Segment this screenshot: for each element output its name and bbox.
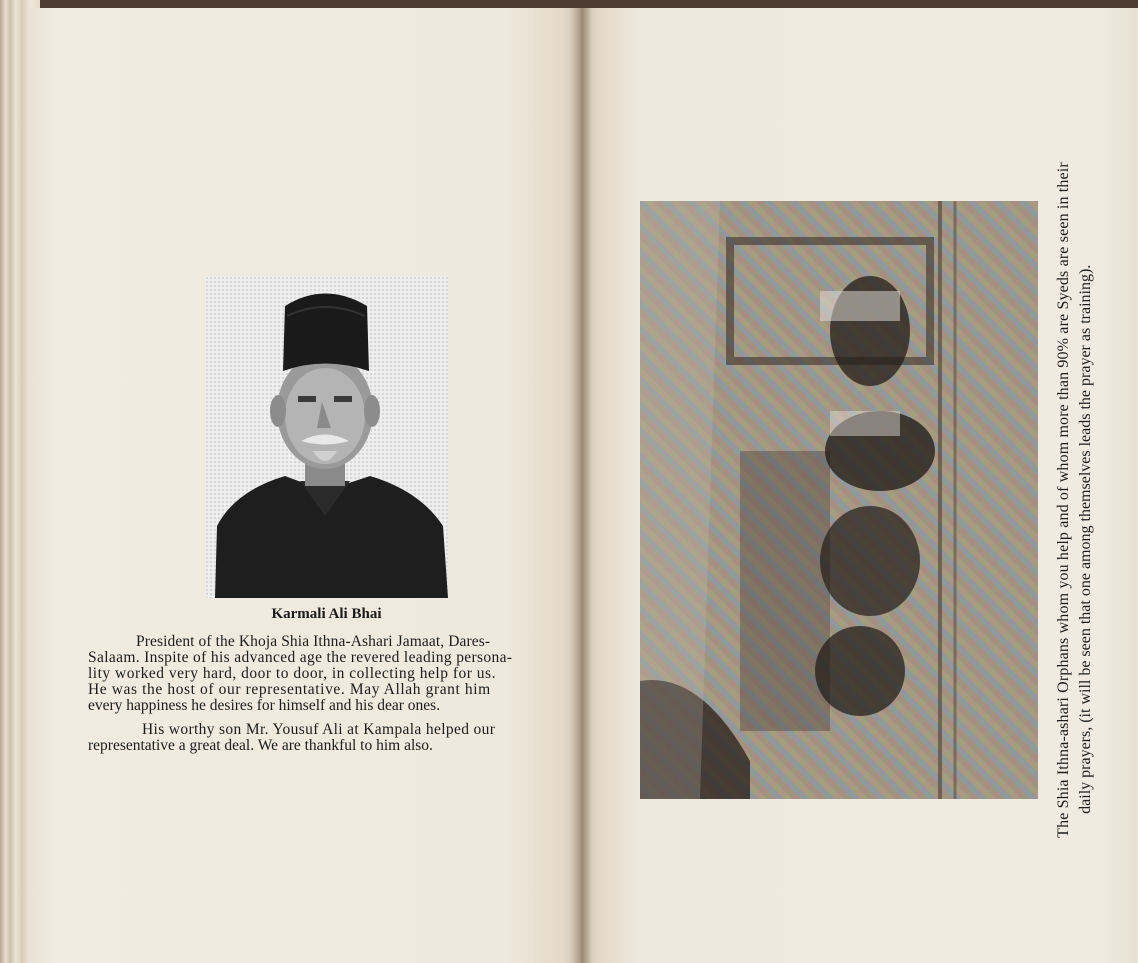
book-gutter xyxy=(570,8,592,963)
bio-paragraph-2 xyxy=(88,722,495,754)
bio-line: representative a great deal. We are thankful to him also. xyxy=(88,737,433,754)
portrait-figure xyxy=(205,276,448,598)
bio-line: every happiness he desires for himself and his dear ones. xyxy=(88,697,441,714)
orphans-prayer-photo xyxy=(640,201,1038,799)
bio-line: President of the Khoja Shia Ithna-Ashari Jamaat, Dares- xyxy=(136,633,491,650)
bio-line: His worthy son Mr. Yousuf Ali at Kampala helped our xyxy=(142,721,496,738)
portrait-caption-name: Karmali Ali Bhai xyxy=(271,606,382,622)
caption-line: The Shia Ithna-ashari Orphans whom you help and of whom more than 90% are Syeds are seen in their xyxy=(1055,162,1072,838)
bio-line: Salaam. Inspite of his advanced age the revered leading persona- xyxy=(88,649,513,666)
bio-paragraph-1 xyxy=(88,634,512,714)
photo-scene xyxy=(640,201,1038,799)
portrait-photo xyxy=(205,276,448,598)
bio-line: lity worked very hard, door to door, in collecting help for us. xyxy=(88,665,496,682)
caption-line: daily prayers, (it will be seen that one among themselves leads the prayer as training). xyxy=(1077,264,1094,814)
bio-line: He was the host of our representative. May Allah grant him xyxy=(88,681,491,698)
photo-caption-text xyxy=(1053,162,1097,838)
